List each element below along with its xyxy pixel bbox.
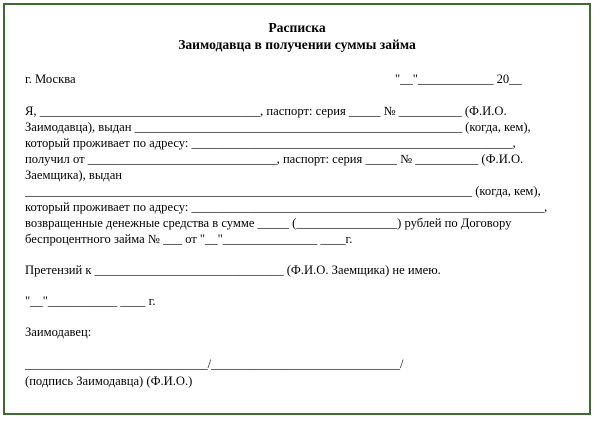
claims-line: Претензий к ______________________________ (Ф.И.О. Заемщика) не имею. xyxy=(25,263,441,277)
document-subtitle: Заимодавца в получении суммы займа xyxy=(178,37,416,52)
body-line-1: Я, ___________________________________, паспорт: серия _____ № __________ (Ф.И.О. xyxy=(25,104,507,118)
body-line-2: Заимодавца), выдан ____________________________________________________ (когда, кем), xyxy=(25,120,531,134)
body-line-6: _______________________________________________________________________ (когда, кем), xyxy=(25,184,541,198)
body-line-7: который проживает по адресу: ________________________________________________________, xyxy=(25,200,548,214)
body-line-3: который проживает по адресу: ___________________________________________________, xyxy=(25,136,516,150)
body-line-8: возвращенные денежные средства в сумме _____ (________________) рублей по Договору xyxy=(25,216,512,230)
receipt-document xyxy=(5,5,589,413)
body-line-5: Заемщика), выдан xyxy=(25,168,123,182)
body-line-4: получил от ______________________________, паспорт: серия _____ № __________ (Ф.И.О. xyxy=(25,152,524,166)
document-title: Расписка xyxy=(268,20,326,35)
signature-line: _____________________________/______________________________/ xyxy=(25,357,404,371)
signature-caption: (подпись Заимодавца) (Ф.И.О.) xyxy=(25,374,193,388)
date-line: "__"____________ 20__ xyxy=(395,72,522,86)
document-frame xyxy=(3,3,591,415)
body-line-9: беспроцентного займа № ___ от "__"_______________ ____г. xyxy=(25,232,353,246)
lender-label: Заимодавец: xyxy=(25,325,92,339)
date-bottom-line: "__"___________ ____ г. xyxy=(25,294,156,308)
city-label: г. Москва xyxy=(25,72,76,86)
